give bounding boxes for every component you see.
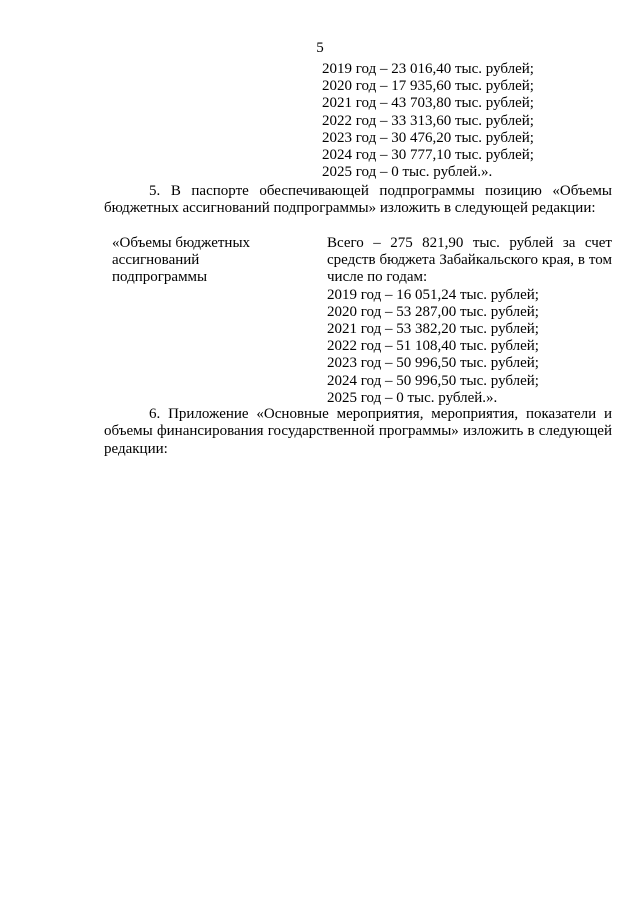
table-right-year: 2021 год – 53 382,20 тыс. рублей;: [327, 321, 539, 338]
table-right-year: 2020 год – 53 287,00 тыс. рублей;: [327, 303, 539, 320]
table-left-line: ассигнований: [112, 252, 200, 268]
table-left-line: «Объемы бюджетных: [112, 235, 251, 251]
table-right-year: 2024 год – 50 996,50 тыс. рублей;: [327, 372, 539, 389]
table-right-year: 2022 год – 51 108,40 тыс. рублей;: [327, 338, 539, 355]
table-right-year: 2025 год – 0 тыс. рублей.».: [327, 389, 498, 406]
list-item: 2022 год – 33 313,60 тыс. рублей;: [322, 112, 534, 129]
table-right-year: 2023 год – 50 996,50 тыс. рублей;: [327, 355, 539, 372]
list-item: 2024 год – 30 777,10 тыс. рублей;: [322, 147, 534, 164]
table-left-cell: [112, 235, 302, 286]
table-right-intro: Всего – 275 821,90 тыс. рублей за счет средств бюджета Забайкальского края, в том числе по годам:: [327, 235, 612, 286]
list-item: 2023 год – 30 476,20 тыс. рублей;: [322, 129, 534, 146]
funding-by-year-list: [322, 61, 612, 181]
paragraph-6: 6. Приложение «Основные мероприятия, мероприятия, показатели и объемы финансирования государственной программы» изложить в следующей редакции:: [104, 406, 612, 457]
page-number: 5: [316, 40, 324, 56]
table-right-year: 2019 год – 16 051,24 тыс. рублей;: [327, 286, 539, 303]
list-item: 2019 год – 23 016,40 тыс. рублей;: [322, 61, 534, 77]
table-right-cell: [327, 235, 612, 407]
list-item: 2025 год – 0 тыс. рублей.».: [322, 164, 493, 181]
table-left-line: подпрограммы: [112, 269, 208, 285]
list-item: 2021 год – 43 703,80 тыс. рублей;: [322, 95, 534, 112]
paragraph-5: 5. В паспорте обеспечивающей подпрограммы позицию «Объемы бюджетных ассигнований подпрограммы» изложить в следующей редакции:: [104, 183, 612, 217]
list-item: 2020 год – 17 935,60 тыс. рублей;: [322, 78, 534, 95]
